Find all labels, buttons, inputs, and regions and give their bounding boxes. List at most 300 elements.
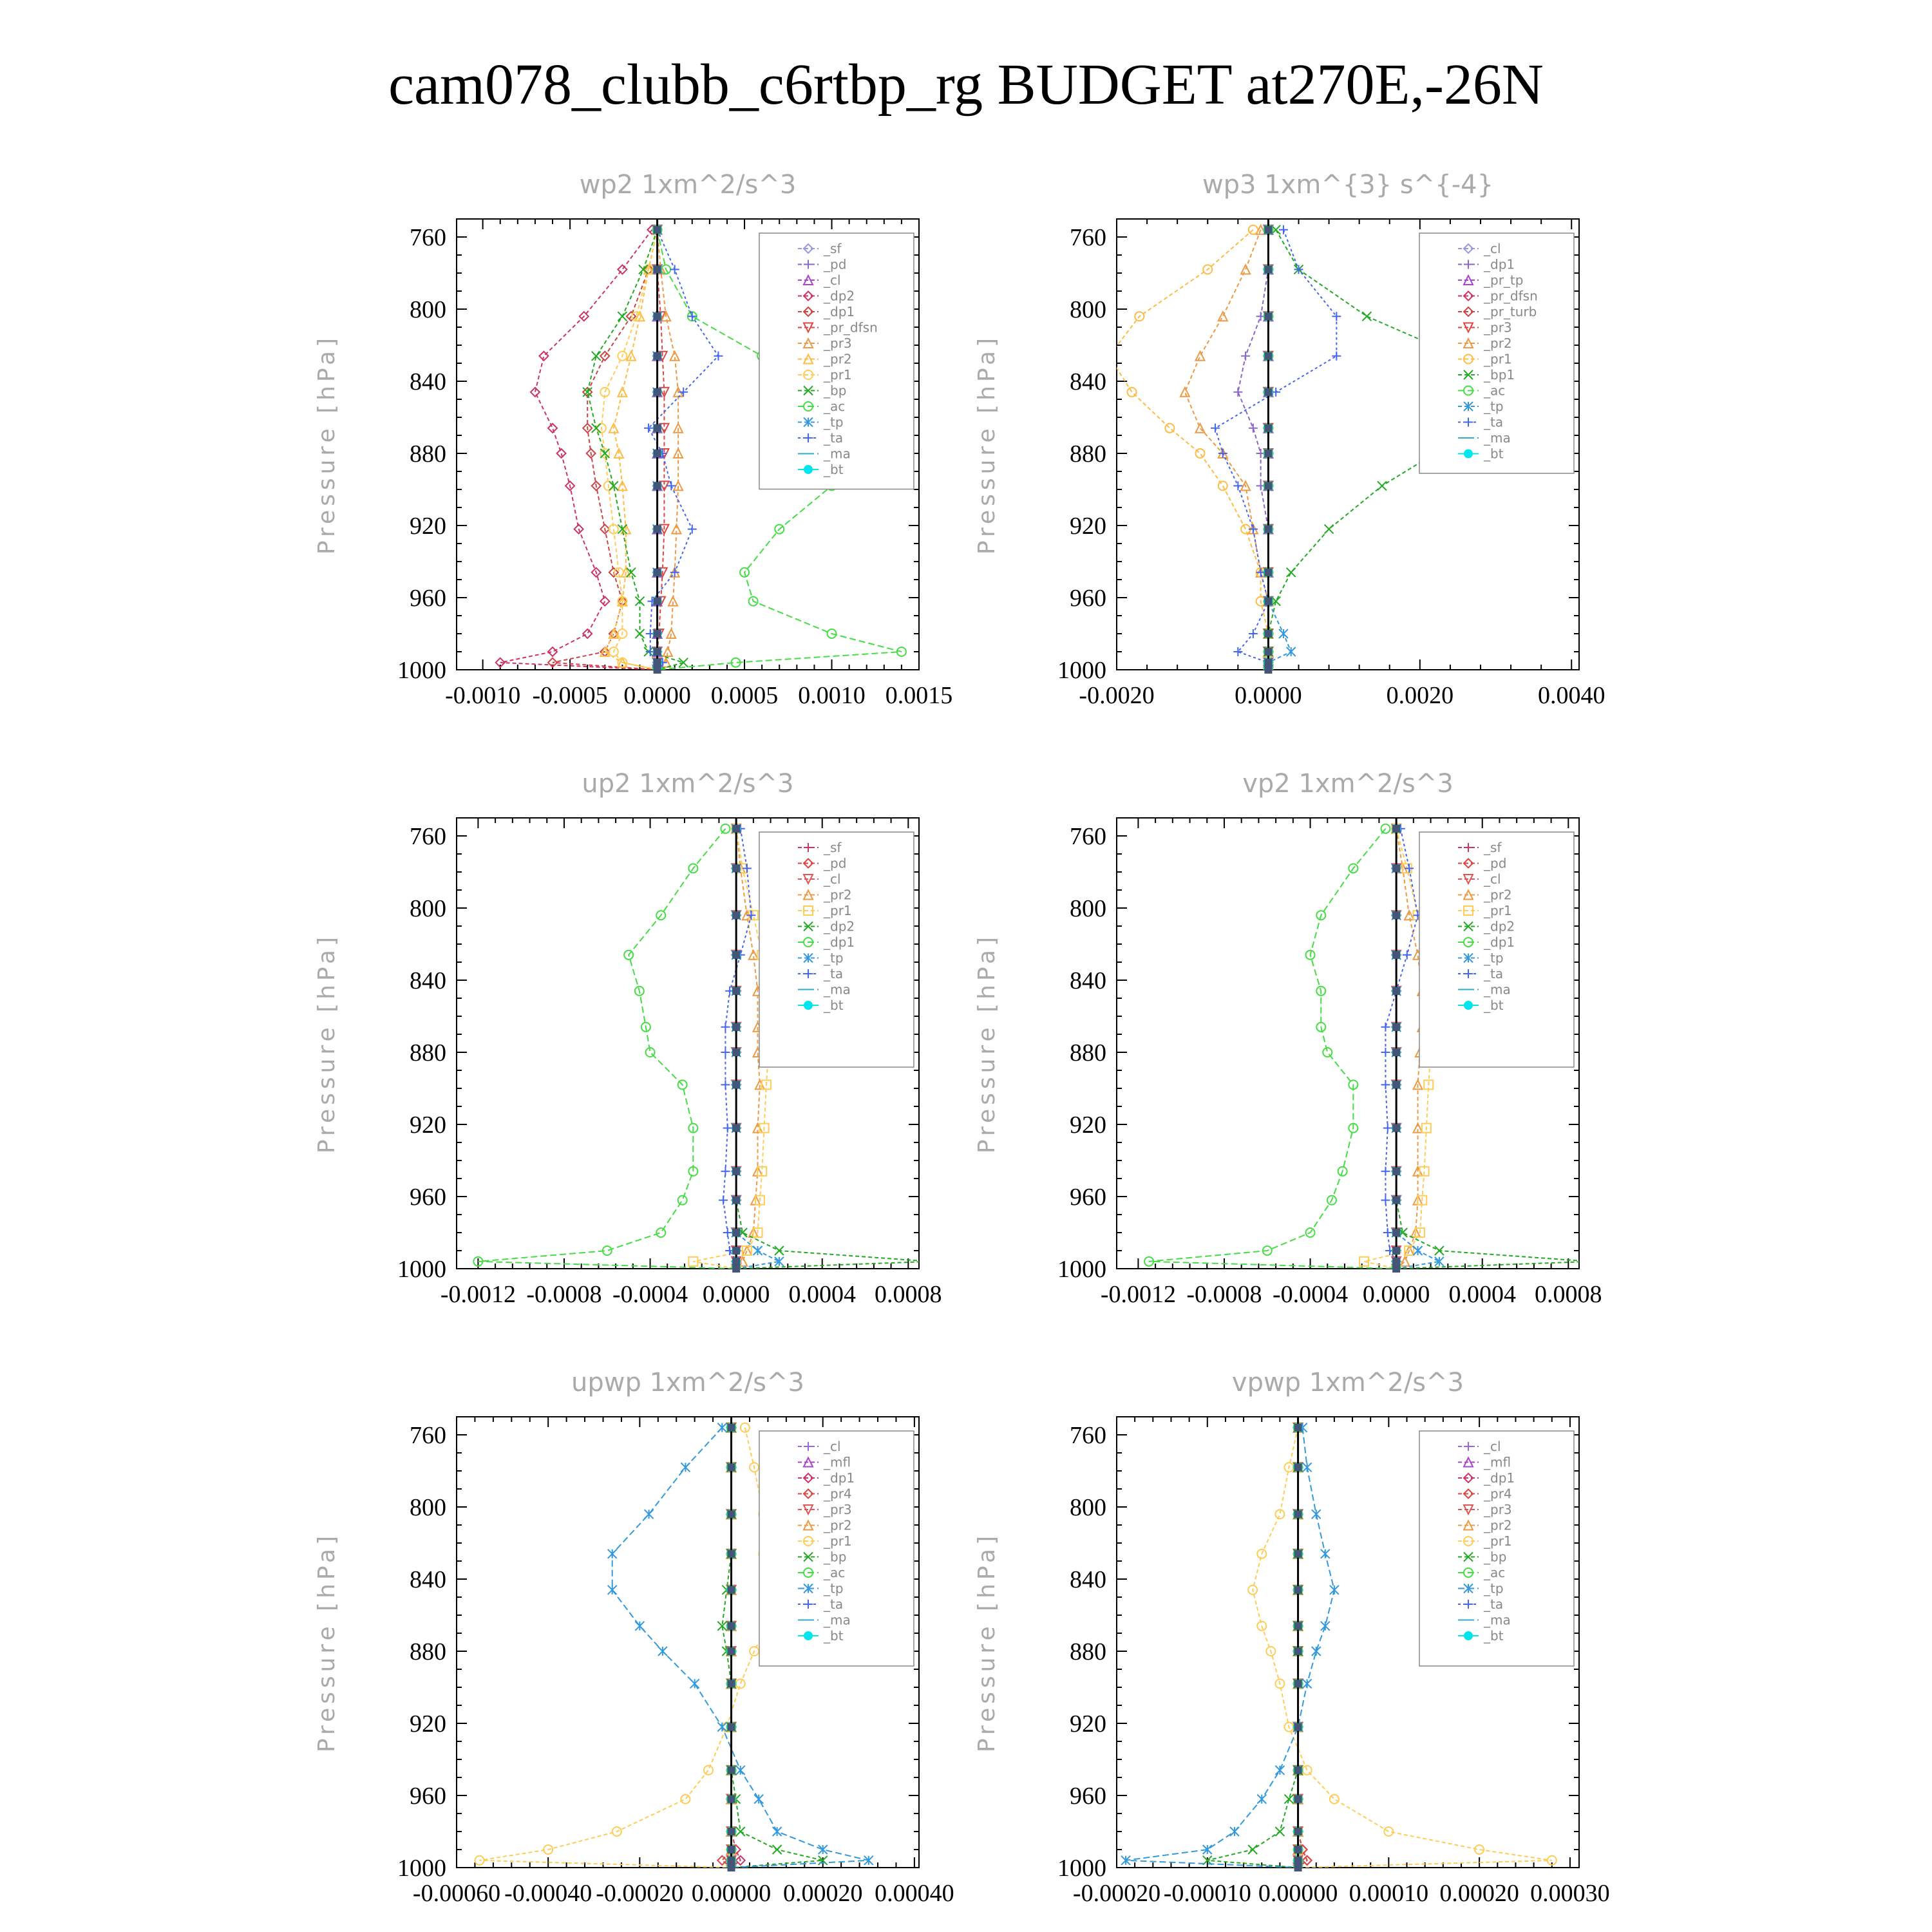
data-point_bt [728, 1550, 735, 1558]
data-point_tp [754, 1795, 763, 1804]
x-tick-label: 0.0004 [788, 1281, 856, 1308]
data-point_tp [1330, 1586, 1339, 1595]
data-point_pr1 [1165, 424, 1174, 433]
data-point_bt [1294, 1857, 1302, 1864]
series-line_dp1 [478, 829, 736, 1269]
data-point_dp1 [1323, 1048, 1332, 1057]
legend-label: _ta [824, 966, 844, 981]
x-tick-label: -0.0012 [440, 1281, 516, 1308]
y-tick-label: 920 [1070, 1710, 1106, 1738]
legend-label: _pd [824, 256, 847, 272]
y-tick-label: 800 [1070, 1494, 1106, 1521]
legend-label: _pr3 [1484, 1502, 1512, 1517]
data-point_bt [732, 987, 740, 995]
data-point_bp1 [1378, 481, 1387, 490]
legend-label: _tp [824, 1580, 844, 1596]
legend-label: _cl [1484, 1439, 1501, 1454]
y-tick-label: 800 [410, 895, 446, 922]
y-tick-label: 880 [1070, 1039, 1106, 1066]
data-point_bt [1294, 1766, 1302, 1774]
data-point_tp [681, 1463, 690, 1472]
y-tick-label: 920 [1070, 513, 1106, 540]
legend-label: _cl [1484, 871, 1501, 887]
y-axis-label: Pressure [hPa] [314, 1531, 340, 1753]
data-point_bp [773, 1845, 782, 1854]
x-tick-label: -0.0004 [1272, 1281, 1349, 1308]
y-tick-label: 840 [410, 368, 446, 395]
data-point_ta [1211, 424, 1220, 433]
x-tick-label: -0.00060 [412, 1880, 501, 1907]
legend-label: _mfl [824, 1454, 851, 1470]
data-point_pr1 [1359, 1257, 1368, 1266]
data-point_tp [819, 1845, 828, 1854]
y-axis-label: Pressure [hPa] [314, 933, 340, 1154]
data-point_pr1 [736, 1679, 745, 1688]
data-point_pr1 [1330, 1795, 1339, 1804]
data-point_ta [723, 1124, 732, 1133]
data-point_bt [728, 1586, 735, 1594]
x-tick-label: 0.00020 [1439, 1880, 1519, 1907]
x-tick-label: -0.0005 [532, 682, 608, 709]
data-point_dp2 [600, 597, 609, 606]
data-point_ta [688, 525, 697, 534]
x-tick-label: -0.0004 [612, 1281, 688, 1308]
data-point_bt [732, 1258, 740, 1265]
data-point_tp [690, 1679, 699, 1688]
legend-label: _tp [824, 414, 844, 430]
data-point_bt [1392, 951, 1400, 959]
data-point_tp [1275, 1766, 1284, 1775]
y-tick-label: 800 [410, 1494, 446, 1521]
legend-label: _pr1 [824, 1533, 852, 1549]
data-point_ta [721, 1167, 730, 1176]
data-point_ta [644, 424, 653, 433]
legend-label: _dp2 [1484, 918, 1515, 934]
data-point_bt [1392, 911, 1400, 919]
data-point_tp [717, 1723, 726, 1732]
data-point_tp [1321, 1549, 1330, 1558]
chart-title: vpwp 1xm^2/s^3 [1231, 1368, 1464, 1397]
legend-label: _ac [1484, 383, 1506, 399]
legend-label: _sf [824, 840, 842, 855]
data-point_bt [654, 450, 661, 457]
legend-label: _cl [824, 1439, 841, 1454]
data-point_pr2 [1195, 424, 1204, 433]
data-point_bt [654, 659, 661, 667]
legend-label: _bt [824, 998, 844, 1013]
data-point_tp [736, 1766, 745, 1775]
data-point_bt [1294, 1795, 1302, 1803]
data-point_tp [1257, 1795, 1266, 1804]
legend-label: _pr1 [824, 903, 852, 918]
x-tick-label: 0.0005 [710, 682, 779, 709]
data-point_dp2 [775, 1246, 784, 1255]
legend-label: _bt [824, 1628, 844, 1643]
x-tick-label: -0.0008 [526, 1281, 602, 1308]
data-point_bt [654, 569, 661, 576]
data-point_bt [728, 1424, 735, 1432]
data-point_bt [728, 1857, 735, 1864]
y-tick-label: 760 [410, 1422, 446, 1449]
data-point_bt [732, 864, 740, 872]
legend-label: _pr_tp [1484, 272, 1524, 288]
data-point_pr2 [1195, 352, 1204, 361]
data-point_pr2 [1218, 312, 1227, 321]
data-point_bt [728, 1864, 735, 1871]
data-point_bt [1264, 648, 1272, 656]
x-tick-label: 0.0020 [1386, 682, 1454, 709]
data-point_ta [721, 1023, 730, 1032]
data-point_bt [1392, 1229, 1400, 1236]
data-point_bt [1294, 1828, 1302, 1835]
legend-marker [1464, 1001, 1473, 1010]
series-line_dp1 [1149, 829, 1396, 1269]
legend-label: _ac [1484, 1565, 1506, 1580]
data-point_tp [658, 1647, 667, 1656]
legend-label: _pr3 [824, 1502, 852, 1517]
data-point_dp1 [1233, 388, 1242, 397]
data-point_ta [1383, 1228, 1392, 1237]
legend-label: _pr_dfsn [824, 319, 878, 336]
legend [1419, 832, 1574, 1067]
legend-label: _bt [1484, 998, 1504, 1013]
data-point_bt [728, 1463, 735, 1471]
y-tick-label: 800 [410, 296, 446, 323]
x-tick-label: 0.00030 [1530, 1880, 1610, 1907]
x-tick-label: -0.0010 [445, 682, 521, 709]
legend-label: _pr2 [824, 887, 852, 903]
y-tick-label: 880 [1070, 1638, 1106, 1665]
data-point_bp [1275, 1827, 1284, 1836]
data-point_pr1 [704, 1766, 713, 1775]
data-point_bp1 [1325, 525, 1334, 534]
legend-label: _bt [1484, 446, 1504, 462]
legend-label: _pd [824, 855, 847, 871]
data-point_bt [728, 1622, 735, 1630]
data-point_bt [1264, 450, 1272, 457]
y-tick-label: 960 [1070, 1783, 1106, 1810]
legend-label: _ta [824, 1596, 844, 1612]
legend-label: _pr1 [1484, 1533, 1512, 1549]
legend-label: _bt [824, 462, 844, 477]
x-tick-label: -0.00040 [504, 1880, 592, 1907]
y-tick-label: 840 [410, 967, 446, 994]
y-tick-label: 760 [1070, 1422, 1106, 1449]
x-tick-label: 0.0040 [1537, 682, 1605, 709]
legend-label: _bt [1484, 1628, 1504, 1643]
data-point_bt [1392, 1124, 1400, 1132]
legend-marker [1464, 450, 1473, 459]
data-point_bt [1264, 569, 1272, 576]
legend-label: _pr2 [824, 1517, 852, 1533]
data-point_dp2 [1435, 1246, 1444, 1255]
x-tick-label: 0.0000 [1235, 682, 1302, 709]
legend-label: _dp1 [824, 934, 855, 950]
legend-label: _pr_dfsn [1484, 288, 1538, 304]
data-point_ta [1383, 1124, 1392, 1133]
data-point_bp [679, 658, 688, 667]
data-point_bt [654, 388, 661, 396]
legend-label: _pr3 [1484, 319, 1512, 336]
data-point_bp [1248, 1845, 1257, 1854]
data-point_pr1 [681, 1795, 690, 1804]
x-tick-label: 0.00040 [875, 1880, 954, 1907]
x-tick-label: -0.00020 [1072, 1880, 1161, 1907]
y-tick-label: 800 [1070, 895, 1106, 922]
legend-label: _mfl [1484, 1454, 1511, 1470]
data-point_dp2 [557, 449, 566, 458]
y-tick-label: 920 [410, 1710, 446, 1738]
chart-panel-2 [974, 170, 1605, 709]
legend-marker [804, 1631, 813, 1640]
legend-label: _pr1 [824, 367, 852, 383]
data-point_bt [1264, 424, 1272, 432]
data-point_dp2 [548, 424, 557, 433]
legend-label: _bp [824, 1549, 847, 1565]
data-point_bt [1264, 352, 1272, 360]
data-point_ta [1381, 1023, 1390, 1032]
legend [759, 233, 914, 489]
x-tick-label: -0.00010 [1163, 1880, 1251, 1907]
y-axis-label: Pressure [hPa] [974, 1531, 1000, 1753]
data-point_dp1 [678, 1196, 687, 1205]
chart-title: vp2 1xm^2/s^3 [1242, 769, 1454, 799]
data-point_bp1 [1287, 568, 1296, 577]
y-tick-label: 760 [1070, 224, 1106, 251]
data-point_bt [1392, 1081, 1400, 1088]
legend-label: _bp [1484, 1549, 1507, 1565]
x-tick-label: 0.0004 [1448, 1281, 1516, 1308]
data-point_bt [654, 312, 661, 320]
data-point_tp [1312, 1510, 1321, 1519]
data-point_dp1 [1241, 352, 1250, 361]
data-point_bt [1294, 1463, 1302, 1471]
y-tick-label: 880 [1070, 440, 1106, 468]
series-line_pr1 [1109, 230, 1268, 670]
data-point_bt [1264, 666, 1272, 674]
y-tick-label: 960 [1070, 585, 1106, 612]
y-tick-label: 960 [1070, 1184, 1106, 1211]
data-point_bt [728, 1828, 735, 1835]
legend-label: _pr_turb [1484, 304, 1537, 319]
legend-label: _dp2 [824, 288, 855, 304]
data-point_bt [1392, 1023, 1400, 1031]
y-tick-label: 1000 [397, 1855, 446, 1882]
data-point_tp [1414, 1246, 1423, 1255]
data-point_bp [592, 352, 601, 361]
y-tick-label: 960 [410, 585, 446, 612]
data-point_bt [654, 226, 661, 234]
data-point_pr2 [1400, 1257, 1409, 1266]
x-tick-label: -0.0008 [1186, 1281, 1262, 1308]
data-point_bt [1264, 388, 1272, 396]
data-point_dp1 [656, 1228, 665, 1237]
legend-label: _cl [824, 871, 841, 887]
data-point_bt [1392, 1247, 1400, 1255]
legend-label: _tp [1484, 950, 1504, 966]
data-point_bt [1294, 1550, 1302, 1558]
y-tick-label: 840 [1070, 1566, 1106, 1593]
legend-label: _ta [1484, 966, 1504, 981]
x-tick-label: 0.0000 [623, 682, 691, 709]
y-tick-label: 960 [410, 1184, 446, 1211]
data-point_bt [1392, 1168, 1400, 1175]
data-point_bt [1294, 1622, 1302, 1630]
data-point_bt [1392, 864, 1400, 872]
data-point_bt [654, 526, 661, 533]
page-title: cam078_clubb_c6rtbp_rg BUDGET at270E,-26N [388, 53, 1544, 117]
chart-panel-6 [974, 1368, 1610, 1907]
legend-label: _sf [1484, 840, 1502, 855]
data-point_ta [1233, 647, 1242, 656]
data-point_bt [1392, 825, 1400, 833]
data-point_bt [654, 648, 661, 656]
data-point_tp [608, 1549, 617, 1558]
y-tick-label: 760 [410, 224, 446, 251]
data-point_tp [1321, 1622, 1330, 1631]
data-point_bt [732, 1081, 740, 1088]
data-point_bt [1294, 1846, 1302, 1853]
data-point_ta [670, 265, 679, 274]
data-point_dp2 [1586, 1257, 1595, 1266]
legend [759, 1431, 914, 1666]
data-point_tp [635, 1622, 644, 1631]
legend-label: _pr2 [824, 351, 852, 367]
legend-label: _pr4 [824, 1486, 852, 1502]
legend-label: _ma [824, 981, 851, 998]
y-tick-label: 960 [410, 1783, 446, 1810]
data-point_bt [1392, 1258, 1400, 1265]
chart-title: wp2 1xm^2/s^3 [579, 170, 797, 200]
x-tick-label: -0.0012 [1100, 1281, 1176, 1308]
legend-label: _dp1 [824, 304, 855, 319]
data-point_bt [1264, 265, 1272, 273]
x-tick-label: 0.0008 [875, 1281, 942, 1308]
legend-label: _bp1 [1484, 367, 1515, 383]
legend-label: _sf [824, 241, 842, 256]
data-point_bt [732, 1023, 740, 1031]
data-point_bt [728, 1510, 735, 1518]
data-point_bp [600, 449, 609, 458]
data-point_bt [654, 352, 661, 360]
legend-label: _tp [1484, 399, 1504, 414]
data-point_bt [1392, 1048, 1400, 1056]
data-point_bt [654, 424, 661, 432]
data-point_ta [1403, 951, 1412, 960]
y-tick-label: 1000 [397, 1256, 446, 1283]
data-point_ta [1381, 1196, 1390, 1205]
data-point_bp [618, 312, 627, 321]
data-point_bt [728, 1680, 735, 1687]
y-tick-label: 920 [1070, 1112, 1106, 1139]
legend-label: _cl [1484, 241, 1501, 256]
data-point_bt [732, 1124, 740, 1132]
legend-label: _pr2 [1484, 887, 1512, 903]
legend-label: _dp1 [1484, 1470, 1515, 1486]
data-point_bt [1392, 987, 1400, 995]
legend-label: _ta [1484, 414, 1504, 430]
chart-title: wp3 1xm^{3} s^{-4} [1202, 170, 1494, 200]
legend-label: _dp1 [1484, 256, 1515, 272]
data-point_bt [1392, 1265, 1400, 1273]
legend-label: _dp2 [824, 918, 855, 934]
legend-marker [804, 465, 813, 474]
legend-label: _ma [824, 446, 851, 462]
data-point_tp [608, 1586, 617, 1595]
y-tick-label: 840 [1070, 368, 1106, 395]
data-point_bt [732, 1247, 740, 1255]
legend-label: _pr2 [1484, 1517, 1512, 1533]
data-point_bt [728, 1766, 735, 1774]
data-point_pr1 [1104, 352, 1113, 361]
legend-label: _ma [1484, 430, 1511, 446]
x-tick-label: -0.00020 [596, 1880, 684, 1907]
data-point_bt [1264, 526, 1272, 533]
data-point_tp [717, 1423, 726, 1432]
x-tick-label: 0.0015 [885, 682, 953, 709]
data-point_bt [728, 1723, 735, 1731]
legend-label: _pr1 [1484, 351, 1512, 367]
data-point_bt [1264, 598, 1272, 605]
data-point_pr2 [609, 629, 618, 638]
data-point_ta [1381, 1048, 1390, 1057]
legend-label: _dp1 [1484, 934, 1515, 950]
legend-label: _bp [824, 383, 847, 399]
data-point_bt [728, 1647, 735, 1655]
data-point_bt [732, 951, 740, 959]
data-point_bt [654, 598, 661, 605]
legend-marker [804, 1001, 813, 1010]
data-point_bt [732, 911, 740, 919]
data-point_bt [1294, 1510, 1302, 1518]
data-point_pr1 [1303, 1766, 1312, 1775]
chart-title: upwp 1xm^2/s^3 [571, 1368, 804, 1397]
x-tick-label: 0.0000 [1362, 1281, 1430, 1308]
x-tick-label: 0.0000 [702, 1281, 770, 1308]
legend-label: _pr1 [1484, 903, 1512, 918]
data-point_bt [1264, 630, 1272, 638]
data-point_bp [592, 424, 601, 433]
data-point_ta [1279, 225, 1288, 234]
series-line_tp [1126, 1428, 1334, 1868]
data-point_bt [1392, 1197, 1400, 1204]
chart-panel-4 [974, 769, 1602, 1308]
legend-label: _pr3 [824, 336, 852, 351]
data-point_pr2 [618, 388, 627, 397]
data-point_tp [645, 1510, 654, 1519]
data-point_ta [719, 1196, 728, 1205]
data-point_bp [1284, 1795, 1293, 1804]
data-point_ta [721, 1048, 730, 1057]
x-tick-label: 0.00020 [782, 1880, 863, 1907]
data-point_bt [732, 1197, 740, 1204]
legend-label: _pr4 [1484, 1486, 1512, 1502]
y-tick-label: 760 [410, 823, 446, 850]
y-tick-label: 920 [410, 513, 446, 540]
legend-label: _ma [1484, 1612, 1511, 1628]
legend-label: _cl [824, 272, 841, 288]
y-tick-label: 760 [1070, 823, 1106, 850]
data-point_tp [1303, 1679, 1312, 1688]
legend-label: _ac [824, 399, 846, 414]
legend-label: _ma [824, 1612, 851, 1628]
y-axis-label: Pressure [hPa] [974, 334, 1000, 555]
data-point_bt [654, 630, 661, 638]
y-axis-label: Pressure [hPa] [314, 334, 340, 555]
data-point_bt [1264, 659, 1272, 667]
data-point_ta [1381, 1080, 1390, 1089]
data-point_bp [635, 629, 644, 638]
